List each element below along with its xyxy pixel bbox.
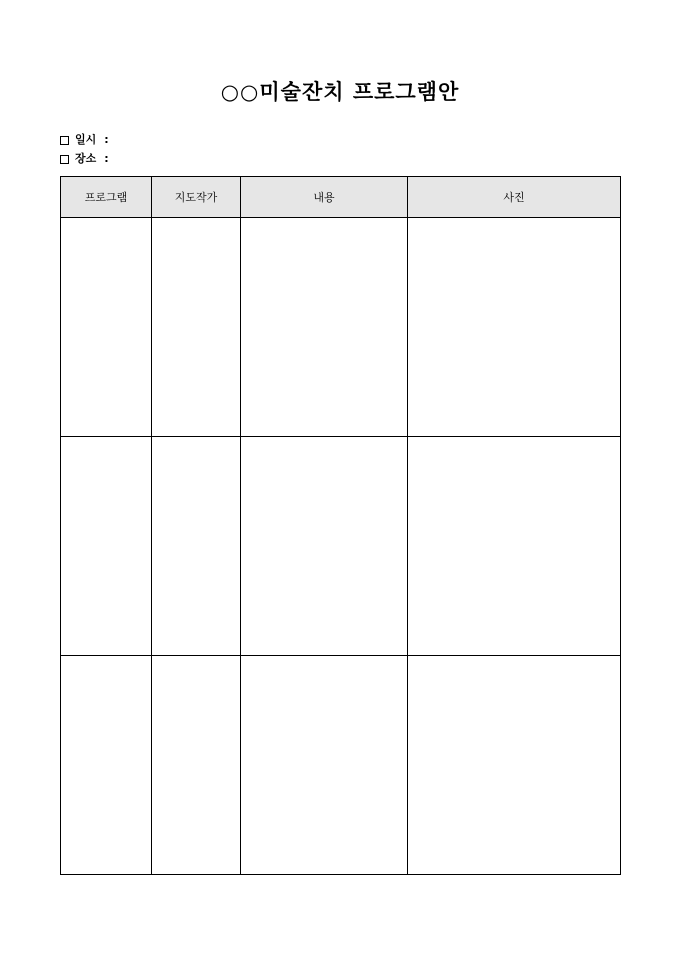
cell-instructor	[152, 218, 241, 437]
checkbox-square-icon	[60, 136, 69, 145]
cell-photo	[408, 437, 621, 656]
date-label: 일시	[75, 133, 97, 146]
table-row	[61, 656, 621, 875]
header-program: 프로그램	[61, 177, 152, 218]
table-row	[61, 218, 621, 437]
cell-program	[61, 437, 152, 656]
checkbox-square-icon	[60, 155, 69, 164]
cell-program	[61, 218, 152, 437]
cell-content	[241, 656, 408, 875]
cell-photo	[408, 656, 621, 875]
header-photo: 사진	[408, 177, 621, 218]
date-separator: :	[104, 133, 109, 146]
cell-instructor	[152, 437, 241, 656]
document-title: ○○미술잔치 프로그램안	[220, 79, 460, 104]
cell-content	[241, 218, 408, 437]
header-content: 내용	[241, 177, 408, 218]
program-table	[60, 176, 621, 875]
header-instructor: 지도작가	[152, 177, 241, 218]
place-label: 장소	[75, 152, 97, 165]
cell-photo	[408, 218, 621, 437]
place-line	[60, 152, 109, 166]
table-row	[61, 437, 621, 656]
table-header-row	[61, 177, 621, 218]
place-separator: :	[104, 152, 109, 165]
cell-content	[241, 437, 408, 656]
cell-program	[61, 656, 152, 875]
date-line	[60, 133, 109, 147]
cell-instructor	[152, 656, 241, 875]
